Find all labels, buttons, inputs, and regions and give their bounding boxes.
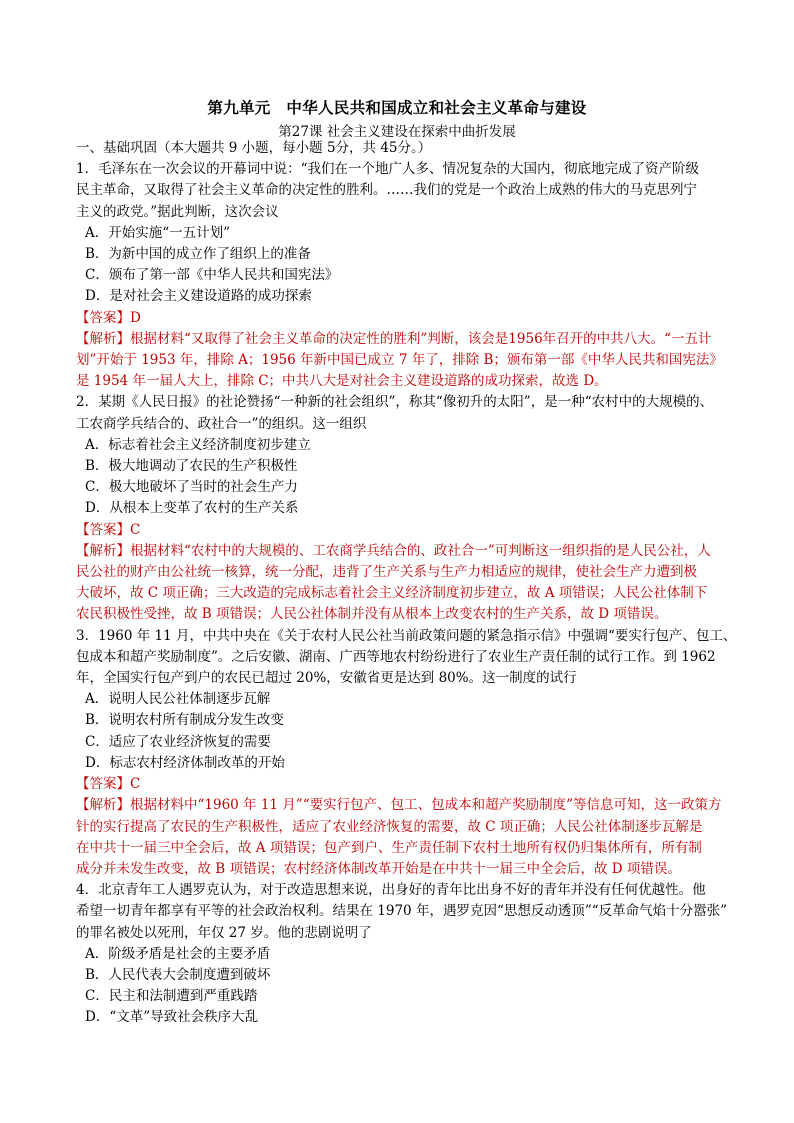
analysis-tag: 【解析】 — [76, 542, 130, 559]
analysis-tag: 【解析】 — [76, 330, 130, 347]
question-4 — [76, 880, 728, 1028]
question-stem-line: 年，全国实行包产到户的农民已超过 20%，安徽省更是达到 80%。这一制度的试行 — [76, 670, 577, 687]
analysis-line: 民公社的财产由公社统一核算，统一分配，违背了生产关系与生产力相适应的规律，使社会生产力遭到极 — [76, 564, 697, 581]
option-b: B．为新中国的成立作了组织上的准备 — [85, 246, 311, 263]
analysis-line: 划”开始于 1953 年，排除 A；1956 年新中国已成立 7 年了，排除 B；颁布第一部《中华人民共和国宪法》 — [76, 352, 723, 369]
option-c: C．适应了农业经济恢复的需要 — [85, 733, 271, 750]
answer-tag: 【答案】 — [76, 776, 130, 793]
question-stem-line: 包成本和超产奖励制度”。之后安徽、湖南、广西等地农村纷纷进行了农业生产责任制的试行工作。到 1962 — [76, 648, 716, 665]
option-b: B．说明农村所有制成分发生改变 — [85, 712, 284, 729]
question-stem-line: 2．某期《人民日报》的社论赞扬“一种新的社会组织”，称其“像初升的太阳”，是一种“农村中的大规模的、 — [76, 394, 714, 411]
option-d: D．标志农村经济体制改革的开始 — [85, 754, 285, 771]
analysis-line: 成分并未发生改变，故 B 项错误；农村经济体制改革开始是在中共十一届三中全会后，故 D 项错误。 — [76, 860, 681, 877]
option-d: D．从根本上变革了农村的生产关系 — [85, 500, 299, 517]
unit-title: 第九单元 中华人民共和国成立和社会主义革命与建设 — [207, 98, 587, 117]
analysis-line — [76, 541, 724, 562]
section-heading: 一、基础巩固（本大题共 9 小题，每小题 5分，共 45分。） — [76, 140, 432, 156]
option-d: D．是对社会主义建设道路的成功探索 — [85, 288, 312, 305]
answer-line — [76, 308, 724, 329]
analysis-line: 在中共十一届三中全会后，故 A 项错误；包产到户、生产责任制下农村土地所有权仍归集体所有，所有制 — [76, 839, 702, 856]
answer-line — [76, 774, 724, 795]
option-b: B．人民代表大会制度遭到破坏 — [85, 966, 271, 983]
question-stem-line: 工农商学兵结合的、政社合一”的组织。这一组织 — [76, 415, 367, 432]
option-a: A．说明人民公社体制逐步瓦解 — [85, 691, 271, 708]
lesson-title: 第27课 社会主义建设在探索中曲折发展 — [278, 124, 516, 140]
option-a: A．标志着社会主义经济制度初步建立 — [85, 436, 311, 453]
option-d: D．“文革”导致社会秩序大乱 — [85, 1009, 259, 1026]
option-c: C．颁布了第一部《中华人民共和国宪法》 — [85, 267, 339, 284]
question-1 — [76, 159, 724, 392]
answer-value: C — [130, 521, 141, 538]
option-c: C．极大地破坏了当时的社会生产力 — [85, 479, 298, 496]
analysis-text: 根据材料“又取得了社会主义革命的决定性的胜利”判断，该会是1956年召开的中共八大。“一五计 — [130, 330, 712, 347]
question-stem-line: 4．北京青年工人遇罗克认为，对于改造思想来说，出身好的青年比出身不好的青年并没有任何优越性。他 — [76, 882, 706, 899]
question-2 — [76, 392, 724, 625]
question-stem-line: 民主革命，又取得了社会主义革命的决定性的胜利。……我们的党是一个政治上成熟的伟大的马克思列宁 — [76, 182, 697, 199]
question-stem-line: 1．毛泽东在一次会议的开幕词中说：“我们在一个地广人多、情况复杂的大国内，彻底地完成了资产阶级 — [76, 161, 699, 178]
question-3 — [76, 626, 737, 880]
question-stem-line: 3．1960 年 11 月，中共中央在《关于农村人民公社当前政策问题的紧急指示信》中强调“要实行包产、包工、 — [76, 627, 737, 644]
analysis-line — [76, 329, 724, 350]
question-stem-line: 希望一切青年都享有平等的社会政治权利。结果在 1970 年，遇罗克因“思想反动透顶”“反革命气焰十分嚣张” — [76, 903, 728, 920]
analysis-line — [76, 795, 724, 816]
analysis-text: 根据材料中“1960 年 11 月”“要实行包产、包工、包成本和超产奖励制度”等信息可知，这一政策方 — [130, 797, 722, 814]
analysis-line: 针的实行提高了农民的生产积极性，适应了农业经济恢复的需要，故 C 项正确；人民公社体制逐步瓦解是 — [76, 818, 703, 835]
question-stem-line: 的罪名被处以死刑，年仅 27 岁。他的悲剧说明了 — [76, 924, 372, 941]
answer-tag: 【答案】 — [76, 521, 130, 538]
analysis-line: 农民积极性受挫，故 B 项错误；人民公社体制并没有从根本上改变农村的生产关系，故 D 项错误。 — [76, 606, 668, 623]
option-a: A．阶级矛盾是社会的主要矛盾 — [85, 945, 271, 962]
answer-tag: 【答案】 — [76, 309, 130, 326]
analysis-tag: 【解析】 — [76, 797, 130, 814]
answer-value: D — [130, 309, 141, 326]
answer-line — [76, 520, 724, 541]
analysis-text: 根据材料“农村中的大规模的、工农商学兵结合的、政社合一”可判断这一组织指的是人民公社，人 — [130, 542, 711, 559]
analysis-line: 大破坏，故 C 项正确；三大改造的完成标志着社会主义经济制度初步建立，故 A 项错误；人民公社体制下 — [76, 585, 708, 602]
option-b: B．极大地调动了农民的生产积极性 — [85, 458, 298, 475]
answer-value: C — [130, 776, 141, 793]
option-a: A．开始实施“一五计划” — [85, 224, 231, 241]
analysis-line: 是 1954 年一届人大上，排除 C；中共八大是对社会主义建设道路的成功探索，故选 D。 — [76, 373, 608, 390]
question-stem-line: 主义的政党。”据此判断，这次会议 — [76, 203, 279, 220]
content — [76, 138, 737, 1029]
option-c: C．民主和法制遭到严重践踏 — [85, 988, 258, 1005]
